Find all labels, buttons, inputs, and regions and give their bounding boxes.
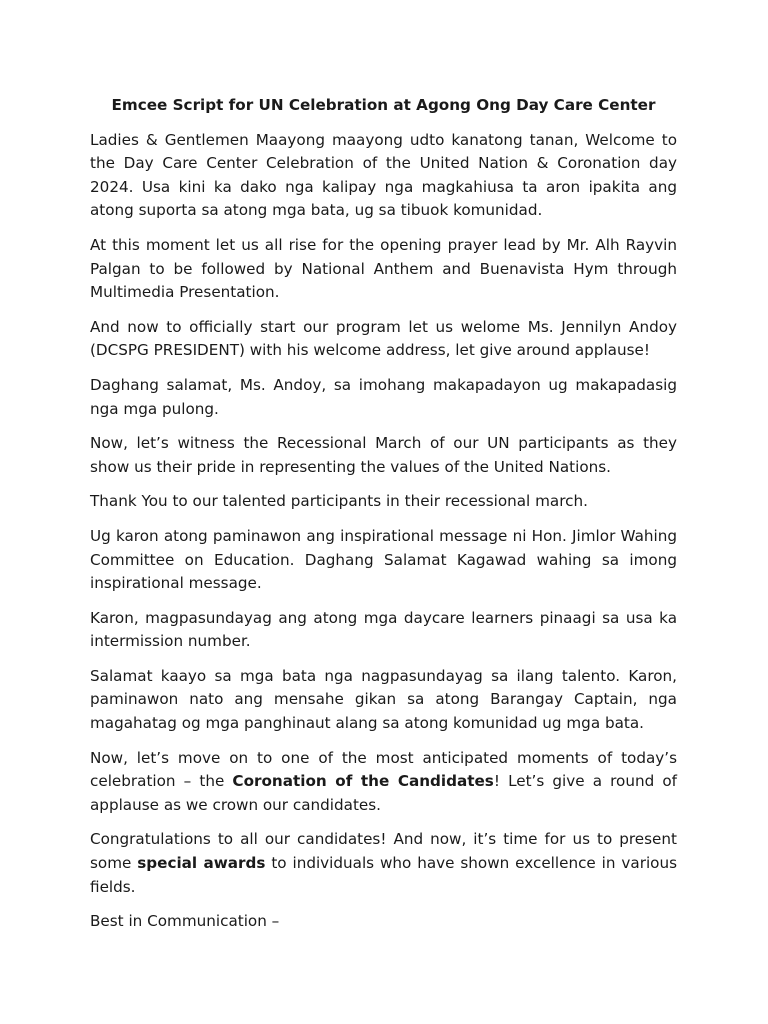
paragraph-coronation — [90, 747, 677, 818]
paragraph-welcome: Ladies & Gentlemen Maayong maayong udto kanatong tanan, Welcome to the Day Care Center Celebration of the United Nation & Coronation day 2024. Usa kini ka dako nga kalipay nga magkahiusa ta aron ipakita ang atong suporta sa atong mga bata, ug sa tibuok komunidad. — [90, 130, 677, 220]
coronation-text-after: ! Let’s give a round of applause as we crown our candidates. — [90, 772, 677, 814]
awards-text-after: to individuals who have shown excellence in various fields. — [90, 854, 678, 896]
document-title: Emcee Script for UN Celebration at Agong Ong Day Care Center — [111, 96, 656, 114]
paragraph-thanks-andoy: Daghang salamat, Ms. Andoy, sa imohang makapadayon ug makapadasig nga mga pulong. — [90, 375, 677, 418]
paragraph-recessional-march: Now, let’s witness the Recessional March of our UN participants as they show us their pride in representing the values of the United Nations. — [90, 434, 677, 476]
paragraph-barangay-captain: Salamat kaayo sa mga bata nga nagpasundayag sa ilang talento. Karon, paminawon nato ang mensahe gikan sa atong Barangay Captain, nga magahatag og mga panghinaut alang sa atong komunidad ug mga bata. — [90, 666, 677, 733]
paragraph-special-awards — [90, 828, 677, 899]
paragraph-thank-participants: Thank You to our talented participants in their recessional march. — [90, 492, 588, 511]
awards-bold-text: special awards — [137, 854, 266, 873]
awards-text-before: Congratulations to all our candidates! And now, it’s time for us to present some — [90, 830, 677, 873]
paragraph-opening-prayer: At this moment let us all rise for the opening prayer lead by Mr. Alh Rayvin Palgan to be followed by National Anthem and Buenavista Hym through Multimedia Presentation. — [90, 235, 677, 302]
paragraph-best-in-communication: Best in Communication – — [90, 912, 280, 931]
document-page — [90, 94, 677, 945]
paragraph-inspirational-message: Ug karon atong paminawon ang inspirational message ni Hon. Jimlor Wahing Committee on Education. Daghang Salamat Kagawad wahing sa imong inspirational message. — [90, 526, 677, 593]
coronation-text-before: Now, let’s move on to one of the most anticipated moments of today’s celebration – the — [90, 748, 677, 791]
coronation-bold-text: Coronation of the Candidates — [232, 772, 494, 791]
paragraph-intermission: Karon, magpasundayag ang atong mga daycare learners pinaagi sa usa ka intermission number. — [90, 608, 677, 651]
paragraph-welcome-address: And now to officially start our program let us welome Ms. Jennilyn Andoy (DCSPG PRESIDENT) with his welcome address, let give around applause! — [90, 317, 677, 360]
